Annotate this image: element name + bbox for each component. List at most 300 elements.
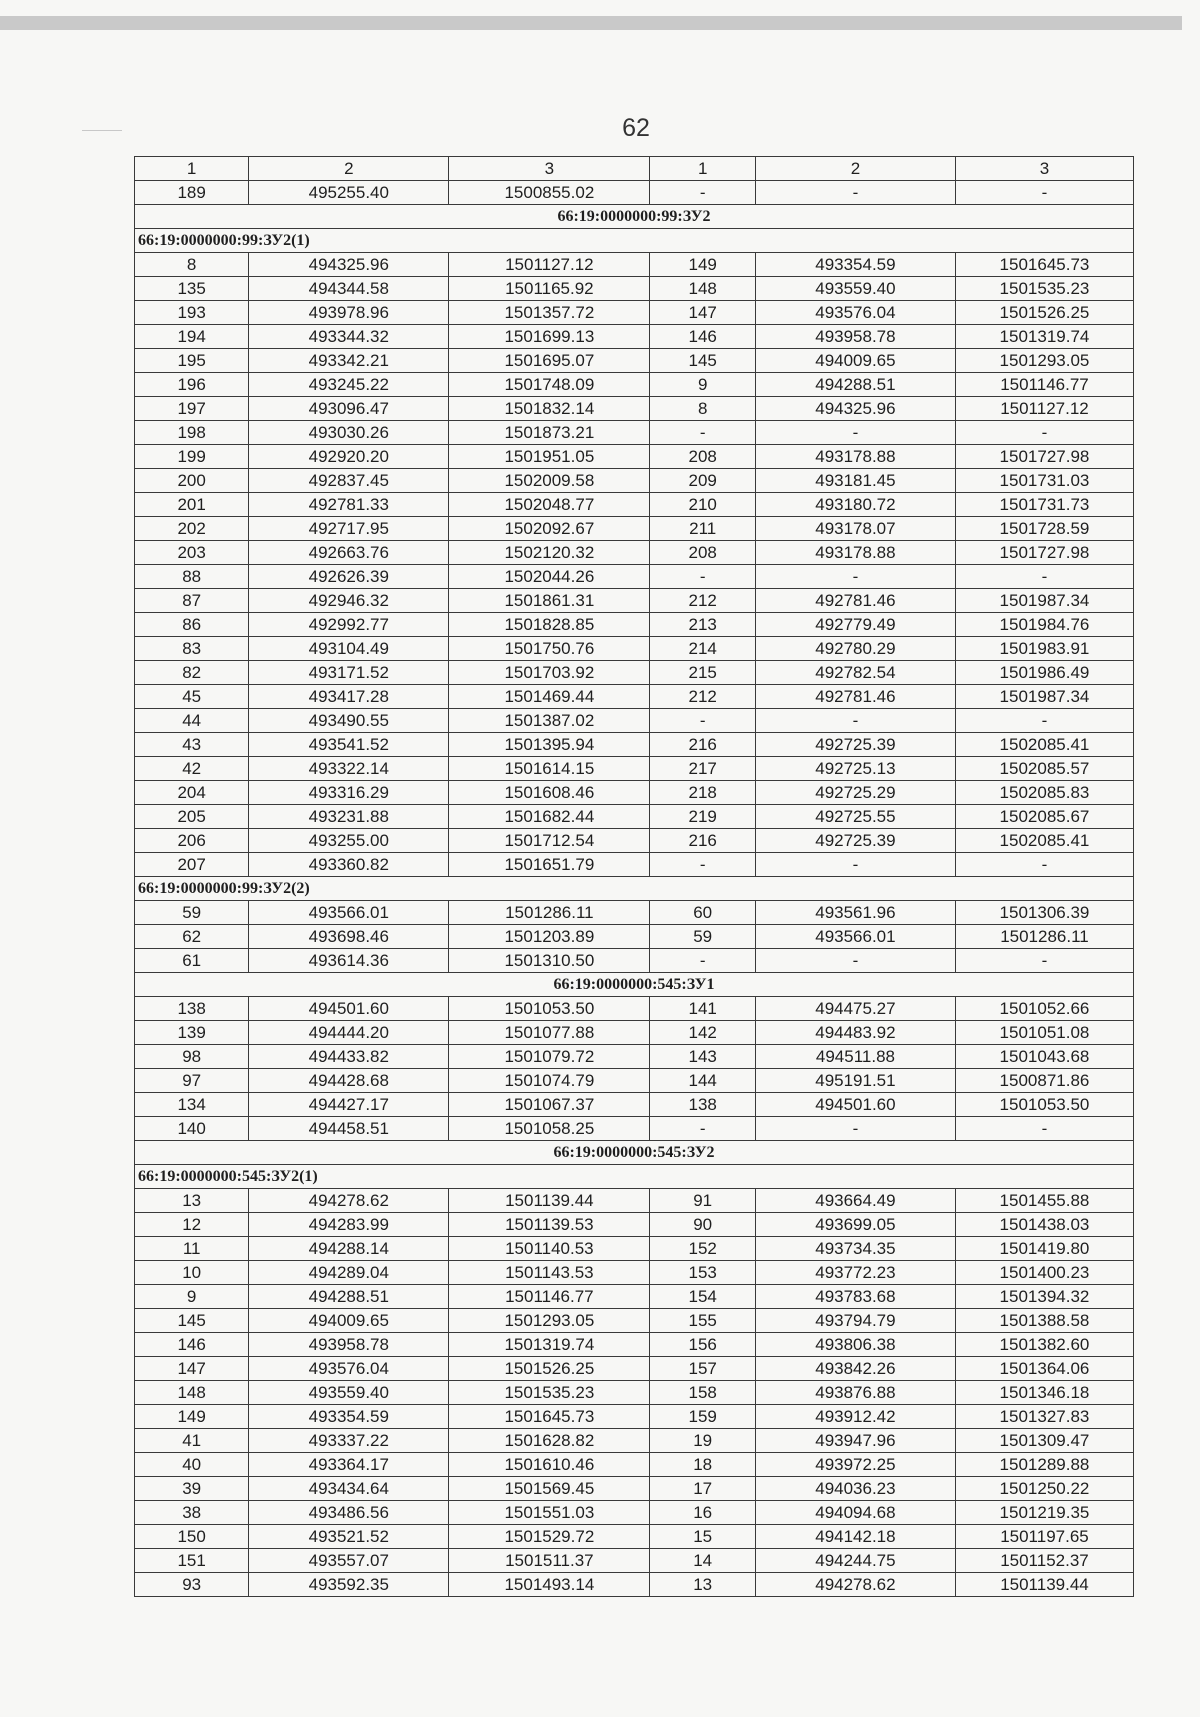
- table-cell: 494278.62: [249, 1189, 449, 1213]
- table-cell: 214: [650, 637, 756, 661]
- table-cell: 157: [650, 1357, 756, 1381]
- table-row: [135, 997, 1134, 1021]
- table-cell: 1502085.57: [955, 757, 1133, 781]
- table-cell: 1501986.49: [955, 661, 1133, 685]
- section-title-row: [135, 205, 1134, 229]
- table-cell: 1501861.31: [449, 589, 650, 613]
- table-cell: 1500871.86: [955, 1069, 1133, 1093]
- table-cell: -: [955, 949, 1133, 973]
- table-cell: 43: [135, 733, 249, 757]
- table-cell: 149: [135, 1405, 249, 1429]
- table-cell: 209: [650, 469, 756, 493]
- table-cell: 493180.72: [755, 493, 955, 517]
- table-cell: 493557.07: [249, 1549, 449, 1573]
- header-cell: 3: [449, 157, 650, 181]
- table-cell: 493354.59: [249, 1405, 449, 1429]
- table-cell: 493354.59: [755, 253, 955, 277]
- table-cell: 494142.18: [755, 1525, 955, 1549]
- header-cell: 3: [955, 157, 1133, 181]
- section-title: 66:19:0000000:545:ЗУ2: [135, 1141, 1134, 1165]
- header-cell: 1: [135, 157, 249, 181]
- table-cell: 211: [650, 517, 756, 541]
- subsection-title-row: [135, 1165, 1134, 1189]
- table-cell: 1501614.15: [449, 757, 650, 781]
- table-cell: 493255.00: [249, 829, 449, 853]
- table-row: [135, 637, 1134, 661]
- table-cell: -: [955, 709, 1133, 733]
- table-cell: 61: [135, 949, 249, 973]
- table-cell: 1501357.72: [449, 301, 650, 325]
- table-cell: 493322.14: [249, 757, 449, 781]
- table-cell: 493559.40: [755, 277, 955, 301]
- table-cell: 493876.88: [755, 1381, 955, 1405]
- table-cell: 493178.07: [755, 517, 955, 541]
- table-cell: 1501731.03: [955, 469, 1133, 493]
- table-cell: 207: [135, 853, 249, 877]
- table-cell: 494501.60: [755, 1093, 955, 1117]
- table-cell: 492920.20: [249, 445, 449, 469]
- page-number: 62: [622, 114, 650, 142]
- table-cell: 1501645.73: [449, 1405, 650, 1429]
- table-cell: 146: [135, 1333, 249, 1357]
- table-row: [135, 1045, 1134, 1069]
- table-row: [135, 253, 1134, 277]
- table-cell: 493171.52: [249, 661, 449, 685]
- table-row: [135, 1237, 1134, 1261]
- table-cell: 493794.79: [755, 1309, 955, 1333]
- table-cell: -: [755, 181, 955, 205]
- table-cell: 1501682.44: [449, 805, 650, 829]
- table-cell: 1501051.08: [955, 1021, 1133, 1045]
- table-cell: 1501987.34: [955, 685, 1133, 709]
- table-cell: 11: [135, 1237, 249, 1261]
- table-cell: 195: [135, 349, 249, 373]
- table-cell: 1501327.83: [955, 1405, 1133, 1429]
- table-cell: 493316.29: [249, 781, 449, 805]
- table-cell: 153: [650, 1261, 756, 1285]
- table-cell: 154: [650, 1285, 756, 1309]
- table-row: [135, 1285, 1134, 1309]
- table-cell: 1502044.26: [449, 565, 650, 589]
- table-cell: 493947.96: [755, 1429, 955, 1453]
- table-cell: 493559.40: [249, 1381, 449, 1405]
- table-cell: 494475.27: [755, 997, 955, 1021]
- table-cell: 1501610.46: [449, 1453, 650, 1477]
- table-cell: 9: [650, 373, 756, 397]
- table-cell: 1501628.82: [449, 1429, 650, 1453]
- table-cell: 493342.21: [249, 349, 449, 373]
- table-cell: 1502048.77: [449, 493, 650, 517]
- table-cell: 134: [135, 1093, 249, 1117]
- section-title-row: [135, 1141, 1134, 1165]
- table-cell: -: [650, 1117, 756, 1141]
- table-cell: 493576.04: [755, 301, 955, 325]
- table-cell: 492781.33: [249, 493, 449, 517]
- table-cell: 38: [135, 1501, 249, 1525]
- table-cell: 60: [650, 901, 756, 925]
- table-row: [135, 445, 1134, 469]
- table-cell: 200: [135, 469, 249, 493]
- table-cell: 1501608.46: [449, 781, 650, 805]
- table-cell: 1501951.05: [449, 445, 650, 469]
- table-cell: 155: [650, 1309, 756, 1333]
- table-cell: 492725.39: [755, 733, 955, 757]
- table-cell: 140: [135, 1117, 249, 1141]
- table-cell: 1501469.44: [449, 685, 650, 709]
- table-row: [135, 613, 1134, 637]
- table-cell: 1501286.11: [449, 901, 650, 925]
- table-cell: 1501832.14: [449, 397, 650, 421]
- table-cell: -: [755, 421, 955, 445]
- table-row: [135, 1525, 1134, 1549]
- table-cell: 1501074.79: [449, 1069, 650, 1093]
- table-cell: 493434.64: [249, 1477, 449, 1501]
- table-cell: 62: [135, 925, 249, 949]
- table-cell: 13: [135, 1189, 249, 1213]
- table-cell: 1501310.50: [449, 949, 650, 973]
- table-cell: 91: [650, 1189, 756, 1213]
- table-cell: 493958.78: [755, 325, 955, 349]
- table-cell: 493178.88: [755, 445, 955, 469]
- table-row: [135, 781, 1134, 805]
- table-cell: 141: [650, 997, 756, 1021]
- table-cell: 1501712.54: [449, 829, 650, 853]
- table-cell: 493541.52: [249, 733, 449, 757]
- table-cell: 1501139.53: [449, 1213, 650, 1237]
- subsection-title: 66:19:0000000:99:ЗУ2(1): [135, 229, 1134, 253]
- table-cell: -: [650, 853, 756, 877]
- table-cell: 493181.45: [755, 469, 955, 493]
- table-cell: 493806.38: [755, 1333, 955, 1357]
- table-cell: 494458.51: [249, 1117, 449, 1141]
- section-title: 66:19:0000000:545:ЗУ1: [135, 973, 1134, 997]
- table-cell: -: [650, 565, 756, 589]
- table-cell: 87: [135, 589, 249, 613]
- table-cell: 493231.88: [249, 805, 449, 829]
- table-cell: -: [650, 181, 756, 205]
- table-cell: 208: [650, 445, 756, 469]
- table-cell: 198: [135, 421, 249, 445]
- table-cell: 152: [650, 1237, 756, 1261]
- table-cell: 145: [650, 349, 756, 373]
- table-cell: -: [650, 709, 756, 733]
- table-cell: 1501731.73: [955, 493, 1133, 517]
- table-cell: 90: [650, 1213, 756, 1237]
- table-cell: 492781.46: [755, 685, 955, 709]
- table-cell: 493486.56: [249, 1501, 449, 1525]
- table-cell: 493566.01: [249, 901, 449, 925]
- table-cell: 1501058.25: [449, 1117, 650, 1141]
- table-row: [135, 805, 1134, 829]
- table-cell: 1501728.59: [955, 517, 1133, 541]
- table-cell: 495191.51: [755, 1069, 955, 1093]
- table-cell: 135: [135, 277, 249, 301]
- table-cell: 1501293.05: [955, 349, 1133, 373]
- table-cell: 1501984.76: [955, 613, 1133, 637]
- section-title-row: [135, 973, 1134, 997]
- table-cell: 88: [135, 565, 249, 589]
- table-row: [135, 1117, 1134, 1141]
- table-cell: 150: [135, 1525, 249, 1549]
- table-cell: 147: [650, 301, 756, 325]
- table-cell: 1501987.34: [955, 589, 1133, 613]
- table-cell: -: [650, 421, 756, 445]
- table-cell: 1501551.03: [449, 1501, 650, 1525]
- table-cell: 492626.39: [249, 565, 449, 589]
- table-cell: 494009.65: [249, 1309, 449, 1333]
- table-cell: 494283.99: [249, 1213, 449, 1237]
- table-cell: 42: [135, 757, 249, 781]
- table-cell: 1501493.14: [449, 1573, 650, 1597]
- table-cell: 1501535.23: [955, 277, 1133, 301]
- table-row: [135, 709, 1134, 733]
- header-cell: 2: [755, 157, 955, 181]
- table-cell: 159: [650, 1405, 756, 1429]
- table-cell: 493178.88: [755, 541, 955, 565]
- table-row: [135, 1381, 1134, 1405]
- table-row: [135, 565, 1134, 589]
- table-cell: 143: [650, 1045, 756, 1069]
- table-row: [135, 277, 1134, 301]
- table-row: [135, 685, 1134, 709]
- table-cell: 495255.40: [249, 181, 449, 205]
- table-cell: 144: [650, 1069, 756, 1093]
- table-cell: 492992.77: [249, 613, 449, 637]
- table-cell: -: [650, 949, 756, 973]
- table-row: [135, 757, 1134, 781]
- table-cell: 148: [650, 277, 756, 301]
- table-cell: 41: [135, 1429, 249, 1453]
- table-cell: 492780.29: [755, 637, 955, 661]
- table-cell: 1501873.21: [449, 421, 650, 445]
- table-cell: 1501346.18: [955, 1381, 1133, 1405]
- table-cell: 492725.39: [755, 829, 955, 853]
- table-cell: 1501750.76: [449, 637, 650, 661]
- section-title: 66:19:0000000:99:ЗУ2: [135, 205, 1134, 229]
- table-cell: 217: [650, 757, 756, 781]
- table-cell: 145: [135, 1309, 249, 1333]
- table-cell: 16: [650, 1501, 756, 1525]
- table-cell: 494344.58: [249, 277, 449, 301]
- table-row: [135, 1189, 1134, 1213]
- table-cell: 493030.26: [249, 421, 449, 445]
- table-cell: 493566.01: [755, 925, 955, 949]
- table-row: [135, 1477, 1134, 1501]
- table-cell: 494278.62: [755, 1573, 955, 1597]
- table-cell: -: [755, 709, 955, 733]
- table-cell: 1501293.05: [449, 1309, 650, 1333]
- table-cell: -: [955, 853, 1133, 877]
- table-cell: 138: [135, 997, 249, 1021]
- table-cell: 1502085.83: [955, 781, 1133, 805]
- table-row: [135, 1357, 1134, 1381]
- table-cell: 1501703.92: [449, 661, 650, 685]
- table-cell: 494036.23: [755, 1477, 955, 1501]
- table-cell: 59: [135, 901, 249, 925]
- table-row: [135, 541, 1134, 565]
- table-row: [135, 733, 1134, 757]
- table-cell: -: [755, 565, 955, 589]
- table-cell: 8: [135, 253, 249, 277]
- table-cell: 1501053.50: [449, 997, 650, 1021]
- table-cell: 1501203.89: [449, 925, 650, 949]
- table-cell: 1501289.88: [955, 1453, 1133, 1477]
- table-cell: 1501983.91: [955, 637, 1133, 661]
- table-cell: 1501727.98: [955, 541, 1133, 565]
- table-row: [135, 1093, 1134, 1117]
- table-cell: 199: [135, 445, 249, 469]
- table-cell: 83: [135, 637, 249, 661]
- table-cell: 93: [135, 1573, 249, 1597]
- table-cell: 494427.17: [249, 1093, 449, 1117]
- table-cell: 493958.78: [249, 1333, 449, 1357]
- table-cell: -: [955, 565, 1133, 589]
- table-cell: 493360.82: [249, 853, 449, 877]
- table-row: [135, 661, 1134, 685]
- table-cell: 205: [135, 805, 249, 829]
- table-cell: -: [955, 421, 1133, 445]
- table-cell: 1502085.67: [955, 805, 1133, 829]
- table-row: [135, 1309, 1134, 1333]
- table-row: [135, 349, 1134, 373]
- table-cell: 201: [135, 493, 249, 517]
- table-cell: 492663.76: [249, 541, 449, 565]
- table-cell: 1501395.94: [449, 733, 650, 757]
- table-row: [135, 373, 1134, 397]
- table-cell: 493978.96: [249, 301, 449, 325]
- table-row: [135, 1429, 1134, 1453]
- table-cell: 210: [650, 493, 756, 517]
- table-cell: 1501535.23: [449, 1381, 650, 1405]
- table-cell: 1501127.12: [449, 253, 650, 277]
- table-cell: 492946.32: [249, 589, 449, 613]
- table-cell: 1501526.25: [955, 301, 1133, 325]
- table-cell: 493521.52: [249, 1525, 449, 1549]
- table-cell: 1501400.23: [955, 1261, 1133, 1285]
- table-cell: 138: [650, 1093, 756, 1117]
- table-row: [135, 1573, 1134, 1597]
- table-cell: 1501387.02: [449, 709, 650, 733]
- table-cell: 1501152.37: [955, 1549, 1133, 1573]
- subsection-title: 66:19:0000000:99:ЗУ2(2): [135, 877, 1134, 901]
- table-cell: 492725.29: [755, 781, 955, 805]
- table-cell: 193: [135, 301, 249, 325]
- table-row: [135, 1213, 1134, 1237]
- table-row: [135, 1021, 1134, 1045]
- coordinates-table: [134, 156, 1134, 1597]
- table-cell: 493096.47: [249, 397, 449, 421]
- table-cell: 494325.96: [755, 397, 955, 421]
- table-cell: 216: [650, 733, 756, 757]
- table-cell: 148: [135, 1381, 249, 1405]
- table-cell: 1501052.66: [955, 997, 1133, 1021]
- table-cell: 492782.54: [755, 661, 955, 685]
- table-cell: 493592.35: [249, 1573, 449, 1597]
- table-cell: 1501319.74: [449, 1333, 650, 1357]
- header-cell: 1: [650, 157, 756, 181]
- header-cell: 2: [249, 157, 449, 181]
- table-cell: 1501529.72: [449, 1525, 650, 1549]
- table-cell: 1502092.67: [449, 517, 650, 541]
- table-row: [135, 517, 1134, 541]
- table-row: [135, 421, 1134, 445]
- table-row: [135, 181, 1134, 205]
- table-cell: 493561.96: [755, 901, 955, 925]
- table-row: [135, 493, 1134, 517]
- table-row: [135, 1549, 1134, 1573]
- table-row: [135, 853, 1134, 877]
- table-cell: 494288.51: [249, 1285, 449, 1309]
- table-cell: 493698.46: [249, 925, 449, 949]
- table-cell: 493772.23: [755, 1261, 955, 1285]
- table-cell: 1501455.88: [955, 1189, 1133, 1213]
- table-cell: 1502085.41: [955, 829, 1133, 853]
- table-row: [135, 901, 1134, 925]
- table-cell: 156: [650, 1333, 756, 1357]
- table-cell: 492781.46: [755, 589, 955, 613]
- table-cell: 493245.22: [249, 373, 449, 397]
- table-cell: 1501748.09: [449, 373, 650, 397]
- table-cell: 493664.49: [755, 1189, 955, 1213]
- table-cell: 1501197.65: [955, 1525, 1133, 1549]
- table-cell: 493490.55: [249, 709, 449, 733]
- table-cell: 1501079.72: [449, 1045, 650, 1069]
- table-cell: 212: [650, 589, 756, 613]
- table-cell: 97: [135, 1069, 249, 1093]
- table-cell: 1501388.58: [955, 1309, 1133, 1333]
- subsection-title-row: [135, 877, 1134, 901]
- table-row: [135, 1069, 1134, 1093]
- table-cell: 492725.13: [755, 757, 955, 781]
- table-cell: 493734.35: [755, 1237, 955, 1261]
- table-cell: 494433.82: [249, 1045, 449, 1069]
- table-cell: 494009.65: [755, 349, 955, 373]
- table-cell: 218: [650, 781, 756, 805]
- table-cell: 1501140.53: [449, 1237, 650, 1261]
- table-cell: 18: [650, 1453, 756, 1477]
- table-cell: 494428.68: [249, 1069, 449, 1093]
- table-cell: 494289.04: [249, 1261, 449, 1285]
- table-cell: 1501727.98: [955, 445, 1133, 469]
- table-cell: 1501306.39: [955, 901, 1133, 925]
- table-cell: 12: [135, 1213, 249, 1237]
- table-cell: 40: [135, 1453, 249, 1477]
- table-cell: 1501139.44: [955, 1573, 1133, 1597]
- table-row: [135, 1261, 1134, 1285]
- table-cell: -: [755, 949, 955, 973]
- table-cell: 494444.20: [249, 1021, 449, 1045]
- table-cell: 194: [135, 325, 249, 349]
- table-cell: 1501699.13: [449, 325, 650, 349]
- table-row: [135, 1405, 1134, 1429]
- table-row: [135, 325, 1134, 349]
- table-cell: 1501146.77: [449, 1285, 650, 1309]
- table-row: [135, 397, 1134, 421]
- table-cell: 494483.92: [755, 1021, 955, 1045]
- table-cell: 1501077.88: [449, 1021, 650, 1045]
- subsection-title-row: [135, 229, 1134, 253]
- table-cell: 1502085.41: [955, 733, 1133, 757]
- table-cell: 142: [650, 1021, 756, 1045]
- table-cell: 15: [650, 1525, 756, 1549]
- table-cell: 13: [650, 1573, 756, 1597]
- table-cell: 1501127.12: [955, 397, 1133, 421]
- table-row: [135, 949, 1134, 973]
- table-cell: 493104.49: [249, 637, 449, 661]
- table-row: [135, 1501, 1134, 1525]
- table-cell: 492717.95: [249, 517, 449, 541]
- table-cell: 493783.68: [755, 1285, 955, 1309]
